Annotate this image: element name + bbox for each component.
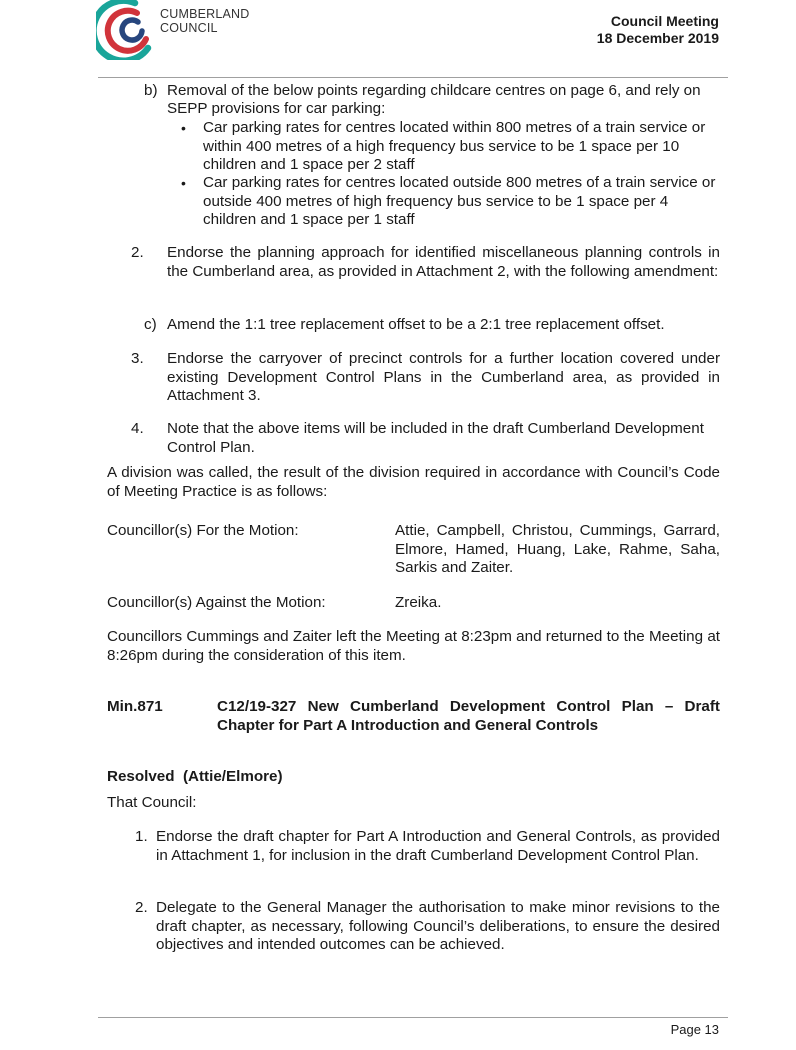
division-intro: A division was called, the result of the division required in accordance with Council’s Code of Meeting Practice is as follows: xyxy=(107,464,720,500)
meeting-date: 18 December 2019 xyxy=(596,30,719,46)
against-motion-label: Councillor(s) Against the Motion: xyxy=(107,594,326,611)
against-motion-names: Zreika. xyxy=(395,594,442,611)
minute-number: Min.871 xyxy=(107,698,163,715)
item-b-label: b) xyxy=(144,82,158,99)
meeting-title: Council Meeting xyxy=(610,13,719,29)
bullet-item-2: Car parking rates for centres located outside 800 metres of a train service or outside 400 metres of high frequency bus service to be 1 space per 4 children and 1 space per 1 staff xyxy=(203,174,716,228)
minute-title: C12/19-327 New Cumberland Development Control Plan – Draft Chapter for Part A Introduction and General Controls xyxy=(217,698,720,734)
for-motion-names: Attie, Campbell, Christou, Cummings, Garrard, Elmore, Hamed, Huang, Lake, Rahme, Saha, Sarkis and Zaiter. xyxy=(395,522,720,576)
resolution-item-1-text: Endorse the draft chapter for Part A Introduction and General Controls, as provided in Attachment 1, for inclusion in the draft Cumberland Development Control Plan. xyxy=(156,828,720,864)
resolution-item-2-text: Delegate to the General Manager the authorisation to make minor revisions to the draft chapter, as necessary, following Council’s deliberations, to ensure the desired objectives and intended outcomes can be achieved. xyxy=(156,899,720,953)
item-c-label: c) xyxy=(144,316,157,333)
item-2-text: Endorse the planning approach for identified miscellaneous planning controls in the Cumberland area, as provided in Attachment 2, with the following amendment: xyxy=(167,244,720,280)
resolved-heading: Resolved (Attie/Elmore) xyxy=(107,768,283,785)
item-3-text: Endorse the carryover of precinct controls for a further location covered under existing Development Control Plans in the Cumberland area, as provided in Attachment 3. xyxy=(167,350,720,404)
bullet-item-1: Car parking rates for centres located within 800 metres of a train service or within 400 metres of a high frequency bus service to be 1 space per 10 children and 1 space per 2 staff xyxy=(203,119,706,173)
page-number: Page 13 xyxy=(670,1022,719,1037)
bullet-icon: • xyxy=(181,120,186,136)
item-4-label: 4. xyxy=(131,420,144,437)
councillors-note: Councillors Cummings and Zaiter left the Meeting at 8:23pm and returned to the Meeting at 8:26pm during the consideration of this item. xyxy=(107,628,720,664)
resolution-intro: That Council: xyxy=(107,794,197,811)
resolution-item-2-label: 2. xyxy=(135,899,148,916)
for-motion-label: Councillor(s) For the Motion: xyxy=(107,522,299,539)
item-b-text-line2: SEPP provisions for car parking: xyxy=(167,100,386,117)
meeting-info xyxy=(597,13,719,47)
bullet-icon: • xyxy=(181,175,186,191)
org-name xyxy=(160,7,250,35)
org-name-line2: COUNCIL xyxy=(160,21,218,35)
item-c-text: Amend the 1:1 tree replacement offset to be a 2:1 tree replacement offset. xyxy=(167,316,665,333)
footer-divider xyxy=(98,1017,728,1018)
item-3-label: 3. xyxy=(131,350,144,367)
item-4-text: Note that the above items will be included in the draft Cumberland Development Control Plan. xyxy=(167,420,704,456)
item-2-label: 2. xyxy=(131,244,144,261)
resolution-item-1-label: 1. xyxy=(135,828,148,845)
header-divider xyxy=(98,77,728,78)
org-name-line1: CUMBERLAND xyxy=(160,7,250,21)
item-b-text-line1: Removal of the below points regarding childcare centres on page 6, and rely on xyxy=(167,82,701,99)
